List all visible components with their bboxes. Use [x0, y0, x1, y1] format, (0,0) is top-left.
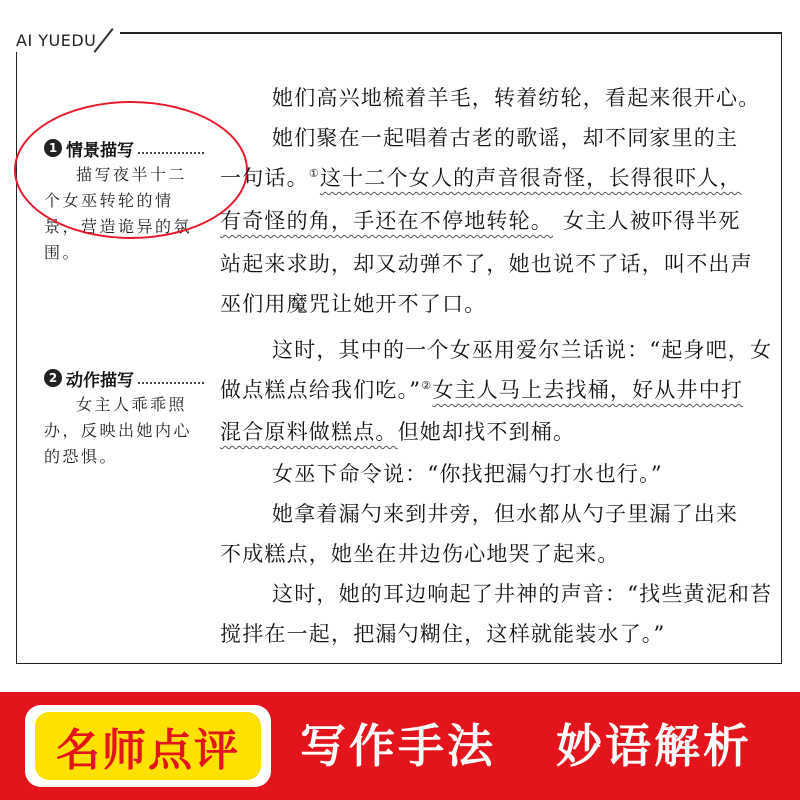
- note-header: [44, 366, 204, 390]
- text-line: 她们高兴地梳着羊毛，转着纺轮，看起来很开心。: [272, 86, 761, 110]
- sidebar-note-action-description: [44, 366, 204, 470]
- text-span: 一句话。: [220, 166, 309, 190]
- text-line: [220, 414, 575, 450]
- text-span: 但她却找不到桶。: [397, 420, 576, 444]
- banner-phrase-analysis: 妙语解析: [556, 719, 752, 773]
- annotation-marker-1: ①: [308, 167, 320, 180]
- red-highlight-circle: [14, 101, 248, 239]
- story-text: [220, 80, 782, 660]
- note-title: 情景描写: [66, 140, 134, 161]
- annotation-marker-2: ②: [421, 379, 433, 392]
- text-line: 搅拌在一起，把漏勺糊住，这样就能装水了。”: [220, 622, 666, 646]
- text-line: 这时，她的耳边响起了井神的声音：“找些黄泥和苔: [272, 582, 773, 606]
- wavy-underlined-text: 女主人马上去找桶，好从井中打: [432, 378, 744, 402]
- text-line: 她们聚在一起唱着古老的歌谣，却不同家里的主: [272, 126, 739, 150]
- text-line: 站起来求助，却又动弹不了，她也说不了话，叫不出声: [220, 252, 753, 276]
- text-line: 不成糕点，她坐在井边伤心地哭了起来。: [220, 542, 620, 566]
- note-number-badge: 2: [44, 369, 62, 387]
- note-title: 动作描写: [66, 370, 134, 391]
- header-rule: [120, 32, 782, 34]
- text-span: 做点糕点给我们吃。”: [220, 378, 422, 402]
- note-body: 描写夜半十二个女巫转轮的情景，营造诡异的氛围。: [44, 165, 193, 262]
- note-number-badge: 1: [44, 139, 62, 157]
- wavy-underlined-text: 有奇怪的角，手还在不停地转轮。: [220, 209, 553, 233]
- dotted-leader: [138, 372, 204, 384]
- brand-label: AI YUEDU: [16, 30, 100, 52]
- teacher-review-badge: [35, 712, 261, 780]
- note-body: 女主人乖乖照办，反映出她内心的恐惧。: [44, 395, 193, 466]
- text-line: 这时，其中的一个女巫用爱尔兰话说：“起身吧，女: [272, 338, 773, 362]
- text-line: 巫们用魔咒让她开不了口。: [220, 292, 487, 316]
- text-span: 女主人被吓得半死: [563, 209, 741, 233]
- wavy-underlined-text: 这十二个女人的声音很奇怪，长得很吓人，: [319, 166, 742, 190]
- text-line: 女巫下命令说：“你找把漏勺打水也行。”: [272, 462, 663, 486]
- banner-writing-techniques: 写作手法: [300, 719, 496, 773]
- text-line: [220, 203, 741, 239]
- text-line: [220, 160, 742, 196]
- wavy-underlined-text: 混合原料做糕点。: [220, 420, 398, 444]
- text-line: [220, 372, 743, 408]
- text-line: 她拿着漏勺来到井旁，但水都从勺子里漏了出来: [272, 502, 739, 526]
- badge-label: 名师点评: [56, 725, 240, 776]
